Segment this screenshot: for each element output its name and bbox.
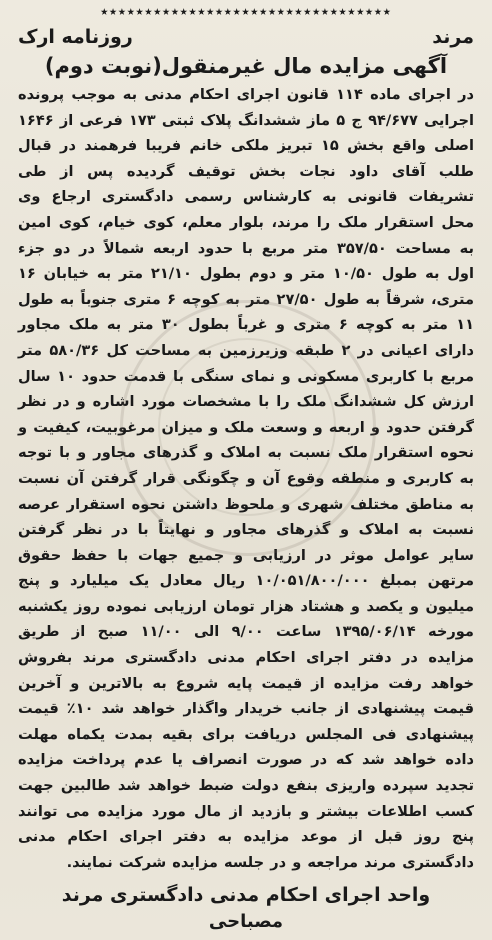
city-name: مرند (432, 26, 474, 48)
newspaper-name: روزنامه ارک (18, 26, 133, 48)
decorative-star-border: ★★★★★★★★★★★★★★★★★★★★★★★★★★★★★★★★★ (100, 4, 392, 19)
notice-title: آگهی مزایده مال غیرمنقول(نوبت دوم) (44, 54, 448, 78)
issuing-office: واحد اجرای احکام مدنی دادگستری مرند (61, 884, 431, 907)
signer-name: مصباحی (208, 911, 284, 933)
header-line (18, 24, 474, 50)
notice-body: در اجرای ماده ۱۱۴ قانون اجرای احکام مدنی به موجب پرونده اجرایی ۹۴/۶۷۷ ج ۵ ماز ششدانگ پلاک ثبتی ۱۷۳ فرعی از ۱۶۴۶ اصلی واقع بخش ۱۵ تبریز ملکی خانم فریبا فرهمند در قبال طلب آقای داود نجات بخش توقیف گردیده پس از طی تشریفات قانونی به کارشناس رسمی دادگستری ارجاع وی محل استقرار ملک را مرند، بلوار معلم، کوی خیام، کوی امین به مساحت ۳۵۷/۵۰ متر مربع با حدود اربعه شمالاً در دو جزء اول به طول ۱۰/۵۰ متر و دوم بطول ۲۱/۱۰ متر به خیابان ۱۶ متری، شرقاً به طول ۲۷/۵۰ متر به کوچه ۶ متری جنوباً به طول ۱۱ متر به کوچه ۶ متری و غرباً بطول ۳۰ متر به ملک مجاور دارای اعیانی در ۲ طبقه وزیرزمین به مساحت کل ۵۸۰/۳۶ متر مربع با کاربری مسکونی و نمای سنگی با قدمت حدود ۱۰ سال ارزش کل ششدانگ ملک را با مشخصات مورد اشاره و در نظر گرفتن حدود و اربعه و وسعت ملک و میزان مرغوبیت، کیفیت و نحوه استقرار ملک نسبت به املاک و گذرهای مجاور و با توجه به کاربری و منطقه وقوع آن و چگونگی قرار گرفتن آن نسبت به مناطق مختلف شهری و ملحوظ داشتن نحوه استقرار عرصه نسبت به املاک و گذرهای مجاور و نهایتاً با در نظر گرفتن سایر عوامل موثر در ارزیابی و جمیع جهات با حفظ حقوق مرتهن بمبلغ ۱۰/۰۵۱/۸۰۰/۰۰۰ ریال معادل یک میلیارد و پنج میلیون و یکصد و هشتاد هزار تومان ارزیابی نموده روز یکشنبه مورخه ۱۳۹۵/۰۶/۱۴ ساعت ۹/۰۰ الی ۱۱/۰۰ صبح از طریق مزایده در دفتر اجرای احکام مدنی دادگستری مرند بفروش خواهد رفت مزایده از قیمت پایه شروع به بالاترین و آخرین قیمت پیشنهادی از جانب خریدار واگذار خواهد شد ۱۰٪ قیمت پیشنهادی فی المجلس دریافت برای بقیه بمدت یکماه مهلت داده خواهد شد که در صورت انصراف یا عدم پرداخت مزایده تجدید سپرده واریزی بنفع دولت ضبط خواهد شد طالبین جهت کسب اطلاعات بیشتر و بازدید از مال مورد مزایده می توانند پنج روز قبل از موعد مزایده به دفتر اجرای احکام مدنی دادگستری مرند مراجعه و در جلسه مزایده شرکت نمایند. (18, 86, 475, 871)
